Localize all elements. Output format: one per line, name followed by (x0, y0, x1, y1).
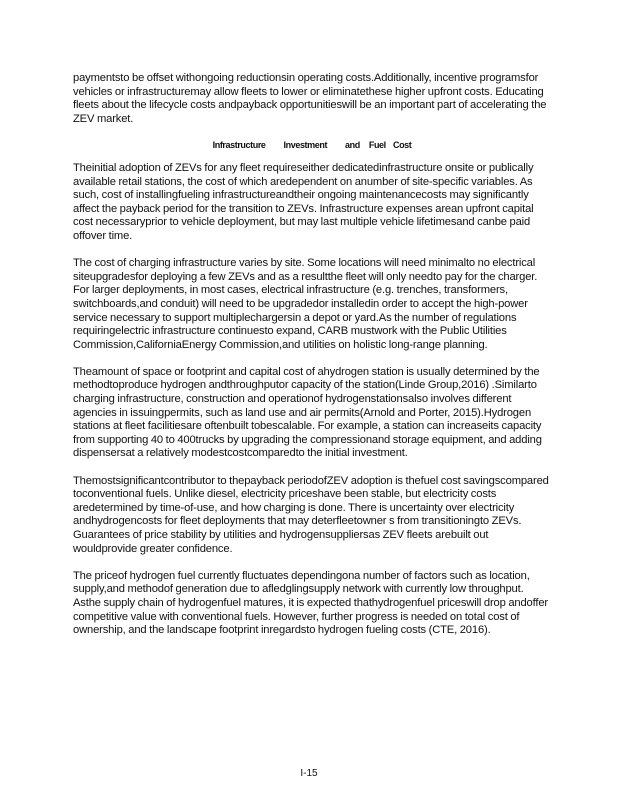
document-body (73, 72, 551, 651)
paragraph-intro: paymentsto be offset withongoing reductionsin operating costs.Additionally, incentive programsfor vehicles or infrastructuremay allow fleets to lower or eliminatethese higher upfront costs. Educating fleets about the lifecycle costs andpayback opportunitieswill be an important part of accelerating the ZEV market. (73, 72, 547, 125)
paragraph-hydrogen-price: The priceof hydrogen fuel currently fluctuates dependingona number of factors such as location, supply,and methodof generation due to afledglingsupply network with currently low throughput. Asthe supply chain of hydrogenfuel matures, it is expected thathydrogenfuel priceswill drop andoffer competitive value with conventional fuels. However, further progress is needed on total cost of ownership, and the landscape footprint inregardsto hydrogen fueling costs (CTE, 2016). (73, 569, 548, 637)
paragraph-hydrogen-station: Theamount of space or footprint and capital cost of ahydrogen station is usually determined by the methodtoproduce hydrogen andthroughputor capacity of the station(Linde Group,2016) .Similarto charging infrastructure, construction and operationof hydrogenstationsalso involves different agencies in issuingpermits, such as land use and air permits(Arnold and Porter, 2015).Hydrogen stations at fleet facilitiesare oftenbuilt tobescalable. For example, a station can increaseits capacity from supporting 40 to 400trucks by upgrading the compressionand storage equipment, and adding dispensersat a relatively modestcostcomparedto the initial investment. (73, 365, 542, 460)
paragraph-fuel-savings: Themostsignificantcontributor to thepayback periodofZEV adoption is thefuel cost savingscompared toconventional fuels. Unlike diesel, electricity priceshave been stable, but electricity costs aredetermined by time-of-use, and how charging is done. There is uncertainty over electricity andhydrogencosts for fleet deployments that may deterfleetowner s from transitioningto ZEVs. Guarantees of price stability by utilities and hydrogensuppliersas ZEV fleets arebuilt out wouldprovide greater confidence. (73, 474, 549, 555)
page-number: I-15 (300, 768, 318, 779)
paragraph-initial-adoption: Theinitial adoption of ZEVs for any fleet requireseither dedicatedinfrastructure onsite or publically available retail stations, the cost of which aredependent on anumber of site-specific variables. As such, cost of installingfueling infrastructureandtheir ongoing maintenancecosts may significantly affect the payback period for the transition to ZEVs. Infrastructure expenses arean upfront capital cost necessaryprior to vehicle deployment, but may last multiple vehicle lifetimesand canbe paid offover time. (73, 161, 534, 242)
section-heading: Infrastructure Investment and Fuel Cost (212, 139, 412, 150)
paragraph-charging-cost: The cost of charging infrastructure varies by site. Some locations will need minimalto no electrical siteupgradesfor deploying a few ZEVs and as a resultthe fleet will only needto pay for the charger. For larger deployments, in most cases, electrical infrastructure (e.g. trenches, transformers, switchboards,and conduit) will need to be upgradedor installedin order to accept the high-power service necessary to support multiplechargersin a depot or yard.As the number of regulations requiringelectric infrastructure continuesto expand, CARB mustwork with the Public Utilities Commission,CaliforniaEnergy Commission,and utilities on holistic long-range planning. (73, 257, 538, 351)
